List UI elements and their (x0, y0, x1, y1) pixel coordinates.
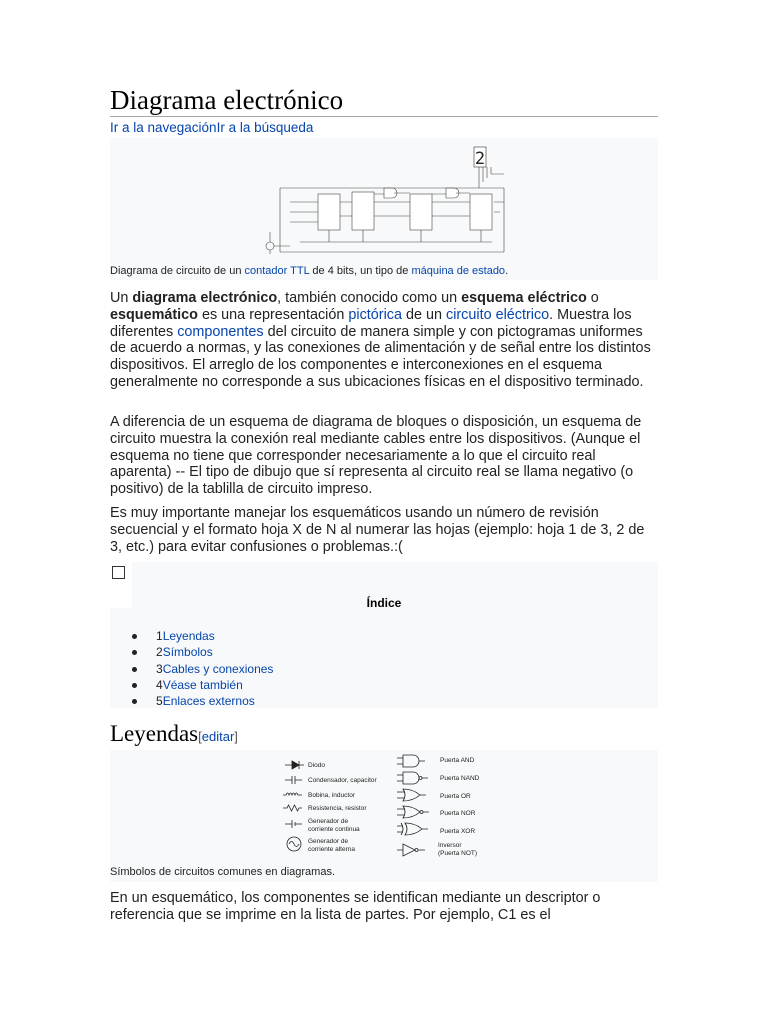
edit-section-link[interactable]: editar (201, 729, 235, 744)
display-digit: 2 (474, 149, 486, 169)
toc-list (132, 628, 273, 709)
jump-to-search-link[interactable]: Ir a la búsqueda (216, 120, 314, 135)
label-not-1: Inversor (438, 842, 462, 849)
label-diodo: Diodo (308, 762, 325, 769)
paragraph-2: A diferencia de un esquema de diagrama de bloques o disposición, un esquema de circuito muestra la conexión real mediante cables entre los dispositivos. (Aunque el esquema no tiene que corresponder necesariamente a lo que el circuito real aparenta) -- El tipo de dibujo que sí representa al circuito real se llama negativo (o positivo) de la tablilla de circuito impreso. (110, 414, 642, 498)
toc-link-cables[interactable]: Cables y conexiones (162, 661, 274, 676)
label-gen-ca-2: corriente alterna (308, 846, 355, 853)
symbols-caption: Símbolos de circuitos comunes en diagramas. (110, 866, 335, 878)
label-bobina: Bobina, inductor (308, 792, 355, 799)
pictorica-link[interactable]: pictórica (348, 306, 402, 323)
label-not-2: (Puerta NOT) (438, 850, 478, 857)
label-gen-cc-1: Generador de (308, 818, 349, 825)
toc-item: 3Cables y conexiones (132, 661, 273, 677)
toc-link-enlaces[interactable]: Enlaces externos (162, 694, 255, 709)
label-nor: Puerta NOR (440, 810, 476, 817)
circuito-electrico-link[interactable]: circuito eléctrico (446, 306, 550, 323)
table-of-contents (110, 562, 658, 708)
toc-item: 2Símbolos (132, 644, 273, 660)
jump-to-navigation-link[interactable]: Ir a la navegación (110, 120, 217, 135)
toc-toggle-checkbox[interactable] (112, 566, 125, 579)
toc-link-simbolos[interactable]: Símbolos (162, 645, 213, 660)
section-heading-leyendas (110, 720, 658, 752)
label-and: Puerta AND (440, 757, 475, 764)
toc-item: 4Véase también (132, 677, 273, 693)
toc-link-vease[interactable]: Véase también (162, 677, 243, 692)
toc-item: 5Enlaces externos (132, 693, 273, 709)
toc-item: 1Leyendas (132, 628, 273, 644)
toc-link-leyendas[interactable]: Leyendas (162, 629, 215, 643)
symbols-figure (110, 750, 658, 882)
label-gen-cc-2: corriente continua (308, 826, 360, 833)
symbols-image[interactable] (280, 750, 490, 862)
label-resistencia: Resistencia, resistor (308, 805, 367, 812)
ttl-counter-link[interactable]: contador TTL (244, 265, 310, 277)
toc-title: Índice (366, 596, 402, 610)
paragraph-4: En un esquemático, los componentes se identifican mediante un descriptor o referencia que se imprime en la lista de partes. Por ejemplo, C1 es el (110, 890, 601, 923)
counter-schematic-figure (110, 138, 658, 280)
intro-paragraph: Un diagrama electrónico, también conocido como un esquema eléctrico o esquemático es una representación pictórica de un circuito eléctrico. Muestra los diferentes componentes del circuito de manera simple y con pictogramas uniformes de acuerdo a normas, y las conexiones de alimentación y de señal entre los distintos dispositivos. El arreglo de los componentes e interconexiones en el esquema generalmente no corresponde a sus ubicaciones físicas en el dispositivo terminado. (110, 290, 651, 390)
paragraph-3: Es muy importante manejar los esquemáticos usando un número de revisión secuencial y el formato hoja X de N al numerar las hojas (ejemplo: hoja 1 de 3, 2 de 3, etc.) para evitar confusiones o problemas.:( (110, 505, 645, 555)
label-gen-ca-1: Generador de (308, 838, 349, 845)
page-title: Diagrama electrónico (110, 84, 658, 117)
label-nand: Puerta NAND (440, 775, 480, 782)
jump-links (110, 120, 313, 135)
componentes-link[interactable]: componentes (177, 323, 264, 340)
label-xor: Puerta XOR (440, 828, 476, 835)
edit-section: [editar] (198, 729, 238, 744)
label-or: Puerta OR (440, 793, 471, 800)
state-machine-link[interactable]: máquina de estado (411, 265, 506, 277)
counter-schematic-image[interactable] (260, 142, 510, 262)
label-condensador: Condensador, capacitor (308, 777, 377, 784)
section-title: Leyendas (110, 721, 199, 746)
figure-caption: Diagrama de circuito de un contador TTL de 4 bits, un tipo de máquina de estado. (110, 265, 509, 277)
